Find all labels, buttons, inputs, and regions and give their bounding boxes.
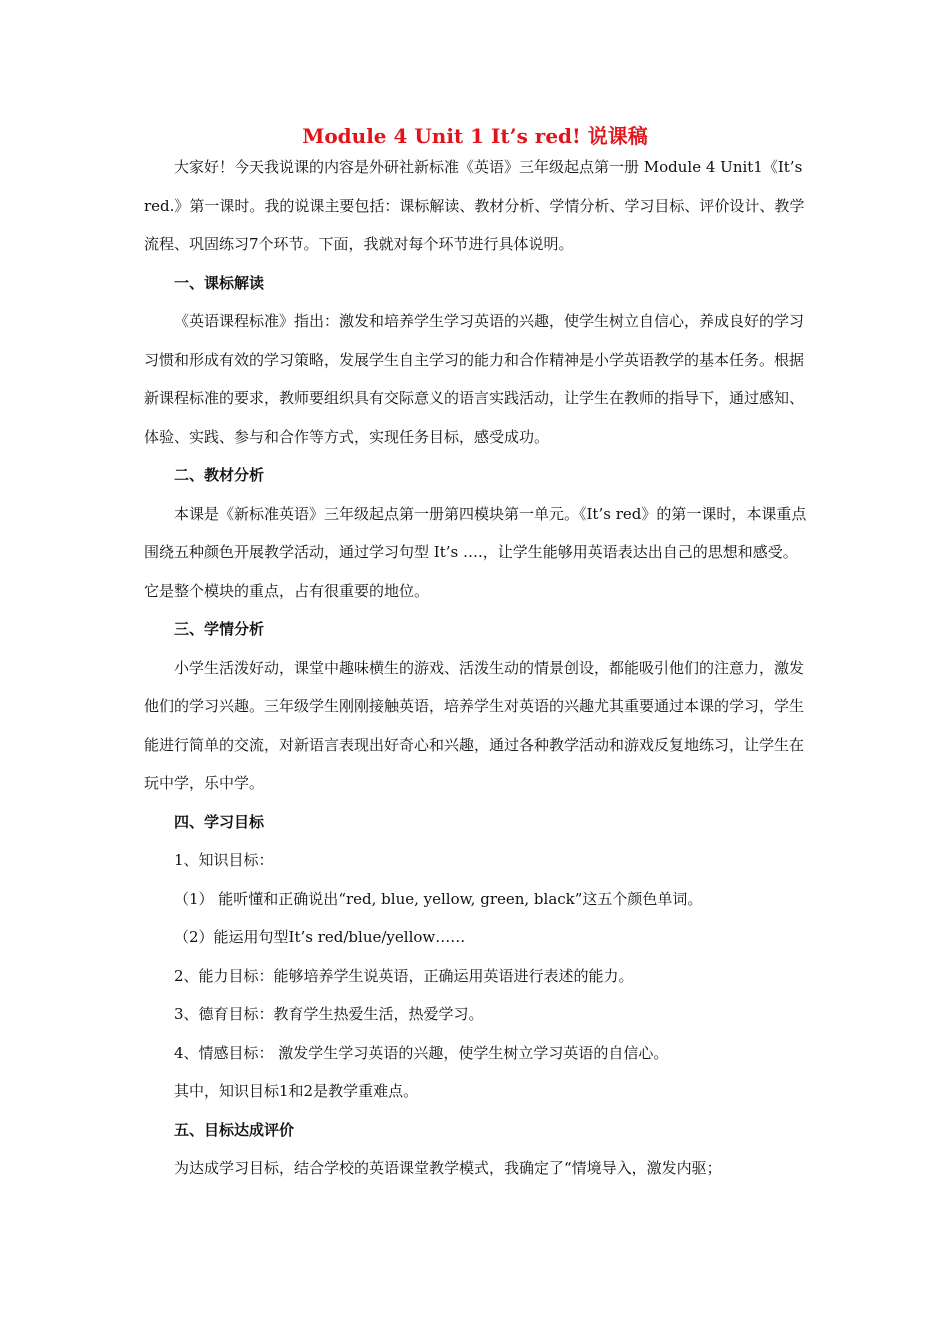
objective-item: 2、能力目标：能够培养学生说英语，正确运用英语进行表述的能力。 — [174, 966, 634, 985]
objective-item: （1） 能听懂和正确说出“red, blue, yellow, green, black”这五个颜色单词。 — [174, 889, 703, 908]
section-body-curriculum: 《英语课程标准》指出：激发和培养学生学习英语的兴趣，使学生树立自信心，养成良好的学习习惯和形成有效的学习策略，发展学生自主学习的能力和合作精神是小学英语教学的基本任务。根据新课程标准的要求，教师要组织具有交际意义的语言实践活动，让学生在教师的指导下，通过感知、体验、实践、参与和合作等方式，实现任务目标，感受成功。 — [144, 312, 805, 446]
section-heading-students: 三、学情分析 — [174, 620, 265, 638]
section-heading-objectives: 四、学习目标 — [174, 812, 265, 831]
section-body-students: 小学生活泼好动，课堂中趣味横生的游戏、活泼生动的情景创设，都能吸引他们的注意力，激发他们的学习兴趣。三年级学生刚刚接触英语，培养学生对英语的兴趣尤其重要通过本课的学习，学生能进行简单的交流，对新语言表现出好奇心和兴趣，通过各种教学活动和游戏反复地练习，让学生在玩中学，乐中学。 — [144, 658, 805, 792]
objective-item: 3、德育目标：教育学生热爱生活，热爱学习。 — [174, 1005, 484, 1023]
section-heading-curriculum: 一、课标解读 — [174, 273, 265, 292]
intro-paragraph: 大家好！今天我说课的内容是外研社新标准《英语》三年级起点第一册 Module 4 Unit1《It’s red.》第一课时。我的说课主要包括：课标解读、教材分析、学情分析、学习目标、评价设计、教学流程、巩固练习7个环节。下面，我就对每个环节进行具体说明。 — [144, 158, 805, 253]
document-title: Module 4 Unit 1 It’s red! 说课稿 — [302, 124, 648, 148]
section-heading-evaluation: 五、目标达成评价 — [174, 1120, 295, 1139]
document-body — [144, 148, 808, 1188]
section-heading-textbook: 二、教材分析 — [174, 466, 265, 484]
objective-item: 4、情感目标： 激发学生学习英语的兴趣，使学生树立学习英语的自信心。 — [174, 1043, 669, 1062]
objective-item: （2）能运用句型It’s red/blue/yellow…… — [174, 928, 466, 946]
section-body-textbook: 本课是《新标准英语》三年级起点第一册第四模块第一单元。《It’s red》的第一课时，本课重点围绕五种颜色开展教学活动，通过学习句型 It’s ….，让学生能够用英语表达出自己的思想和感受。它是整个模块的重点，占有很重要的地位。 — [144, 504, 807, 600]
objective-item: 其中，知识目标1和2是教学重难点。 — [174, 1082, 419, 1100]
objective-item: 1、知识目标： — [174, 851, 274, 869]
section-body-evaluation: 为达成学习目标，结合学校的英语课堂教学模式，我确定了“情境导入，激发内驱； — [174, 1159, 722, 1177]
